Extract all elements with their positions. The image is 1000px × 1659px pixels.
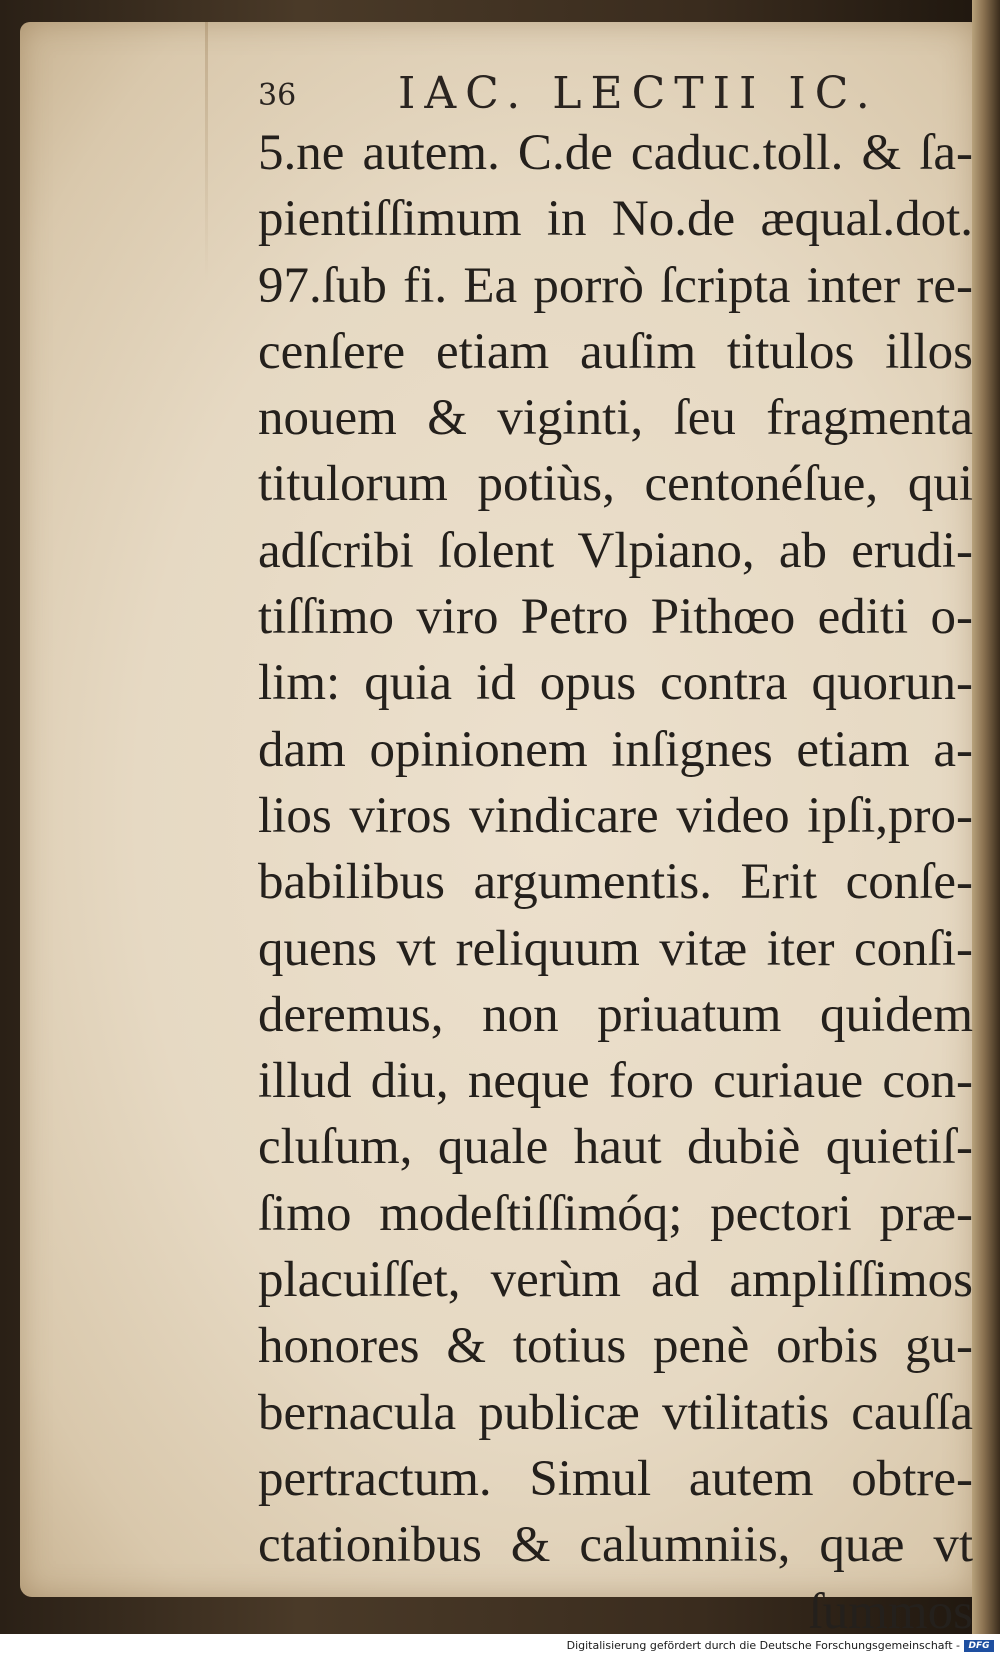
text-line: 97.ſub fi. Ea porrò ſcripta inter re- — [258, 257, 973, 314]
text-line: dam opinionem inſignes etiam a- — [258, 721, 973, 778]
text-line: babilibus argumentis. Erit conſe- — [258, 854, 973, 911]
page-number: 36 — [258, 78, 297, 113]
text-line: illud diu, neque foro curiaue con- — [258, 1053, 973, 1110]
body-text — [258, 120, 973, 1634]
text-line: ctationibus & calumniis, quæ vt — [258, 1517, 973, 1574]
text-line: pientiſſimum in No.de æqual.dot. — [258, 191, 973, 248]
text-line: honores & totius penè orbis gu- — [258, 1318, 973, 1375]
funding-credit: Digitalisierung gefördert durch die Deutsche Forschungsgemeinschaft - — [566, 1639, 960, 1652]
text-line: deremus, non priuatum quidem — [258, 986, 973, 1043]
text-line: cenſere etiam auſim titulos illos — [258, 323, 973, 380]
text-line: bernacula publicæ vtilitatis cauſſa — [258, 1384, 973, 1441]
running-head-title: IAC. LECTII IC. — [398, 68, 879, 119]
text-line: cluſum, quale haut dubiè quietiſ- — [258, 1119, 973, 1176]
digitization-footer — [0, 1634, 1000, 1659]
text-line: quens vt reliquum vitæ iter conſi- — [258, 920, 973, 977]
text-line: lios viros vindicare video ipſi,pro- — [258, 787, 973, 844]
text-line: nouem & viginti, ſeu fragmenta — [258, 390, 973, 447]
text-line: lim: quia id opus contra quorun- — [258, 655, 973, 712]
dfg-logo-icon: DFG — [964, 1640, 994, 1652]
text-line: 5.ne autem. C.de caduc.toll. & ſa- — [258, 125, 973, 181]
running-head — [258, 68, 978, 128]
text-line: adſcribi ſolent Vlpiano, ab erudi- — [258, 522, 973, 579]
book-page-edge — [972, 0, 1000, 1634]
text-line: pertractum. Simul autem obtre- — [258, 1450, 973, 1507]
text-line: ſimo modeſtiſſimóq; pectori præ- — [258, 1185, 973, 1242]
text-line: placuiſſet, verùm ad ampliſſimos — [258, 1252, 973, 1309]
catchword: ſummos — [808, 1583, 973, 1634]
text-line: titulorum potiùs, centonéſue, qui — [258, 456, 973, 513]
text-line: tiſſimo viro Petro Pithœo editi o- — [258, 589, 973, 646]
